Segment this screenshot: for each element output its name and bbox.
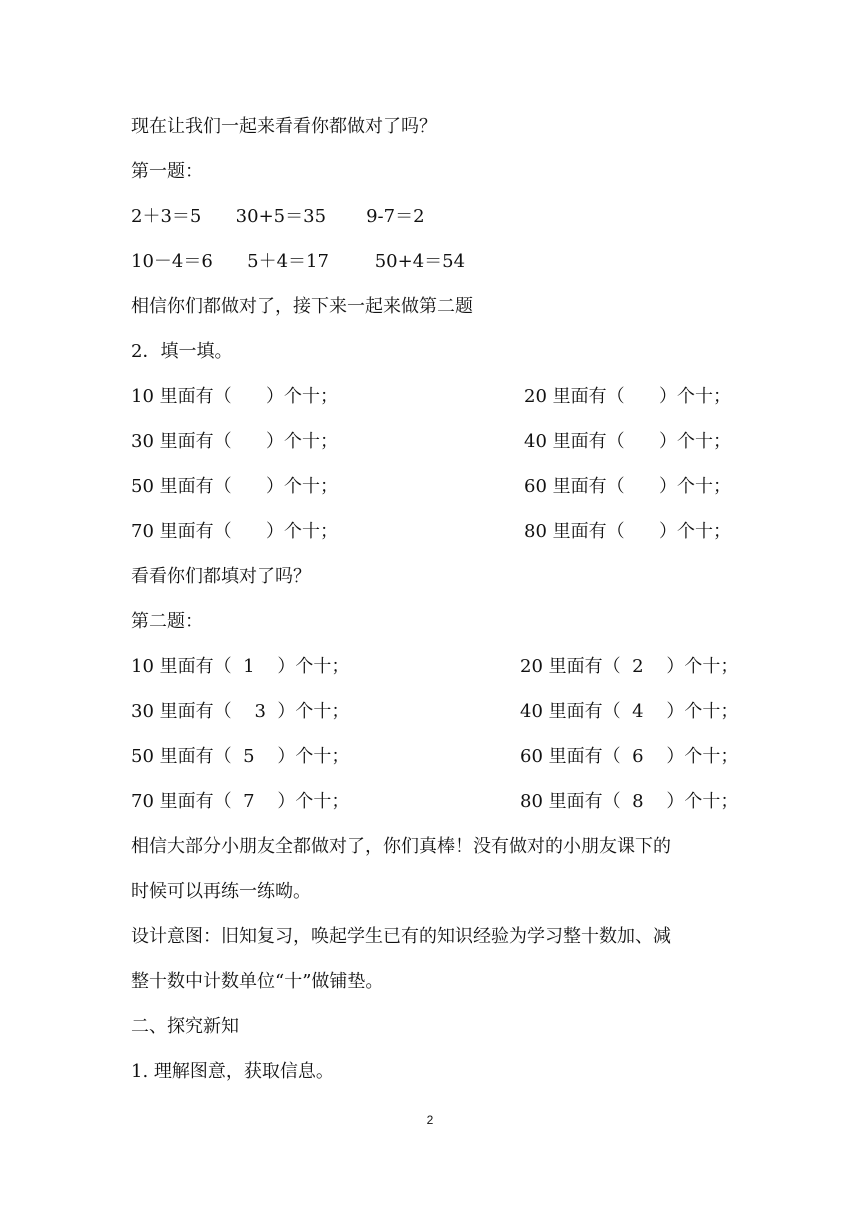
answer-item: 50 里面有（ 5 ）个十； — [131, 746, 350, 767]
fill-item: 80 里面有（ ）个十； — [524, 521, 731, 542]
transition-text: 相信你们都做对了，接下来一起来做第二题 — [131, 296, 473, 317]
fill-item: 40 里面有（ ）个十； — [524, 431, 731, 452]
fill-item: 20 里面有（ ）个十； — [524, 386, 731, 407]
fill-item: 50 里面有（ ）个十； — [131, 476, 338, 497]
question-1-heading: 第一题： — [131, 161, 203, 182]
fill-item: 10 里面有（ ）个十； — [131, 386, 338, 407]
praise-text-line-2: 时候可以再练一练呦。 — [131, 881, 311, 902]
fill-item: 70 里面有（ ）个十； — [131, 521, 338, 542]
praise-text-line-1: 相信大部分小朋友全都做对了，你们真棒！没有做对的小朋友课下的 — [131, 836, 671, 857]
question-1-answers-row-1: 2＋3＝5 30+5＝35 9-7＝2 — [131, 206, 425, 227]
question-2-heading: 第二题： — [131, 611, 203, 632]
check-prompt: 看看你们都填对了吗？ — [131, 566, 311, 587]
page-number: 2 — [426, 1113, 434, 1127]
answer-item: 80 里面有（ 8 ）个十； — [520, 791, 739, 812]
design-intent-line-2: 整十数中计数单位“十”做铺垫。 — [131, 971, 384, 992]
answer-item: 30 里面有（ 3 ）个十； — [131, 701, 350, 722]
answer-item: 20 里面有（ 2 ）个十； — [520, 656, 739, 677]
item-heading: 1. 理解图意，获取信息。 — [131, 1061, 334, 1082]
fill-item: 60 里面有（ ）个十； — [524, 476, 731, 497]
section-heading: 二、探究新知 — [131, 1016, 239, 1037]
design-intent-line-1: 设计意图：旧知复习，唤起学生已有的知识经验为学习整十数加、减 — [131, 926, 671, 947]
answer-item: 40 里面有（ 4 ）个十； — [520, 701, 739, 722]
fill-item: 30 里面有（ ）个十； — [131, 431, 338, 452]
intro-text: 现在让我们一起来看看你都做对了吗？ — [131, 116, 437, 137]
answer-item: 10 里面有（ 1 ）个十； — [131, 656, 350, 677]
question-1-answers-row-2: 10－4＝6 5＋4＝17 50+4＝54 — [131, 251, 466, 272]
answer-item: 60 里面有（ 6 ）个十； — [520, 746, 739, 767]
answer-item: 70 里面有（ 7 ）个十； — [131, 791, 350, 812]
question-2-title: 2．填一填。 — [131, 341, 233, 362]
